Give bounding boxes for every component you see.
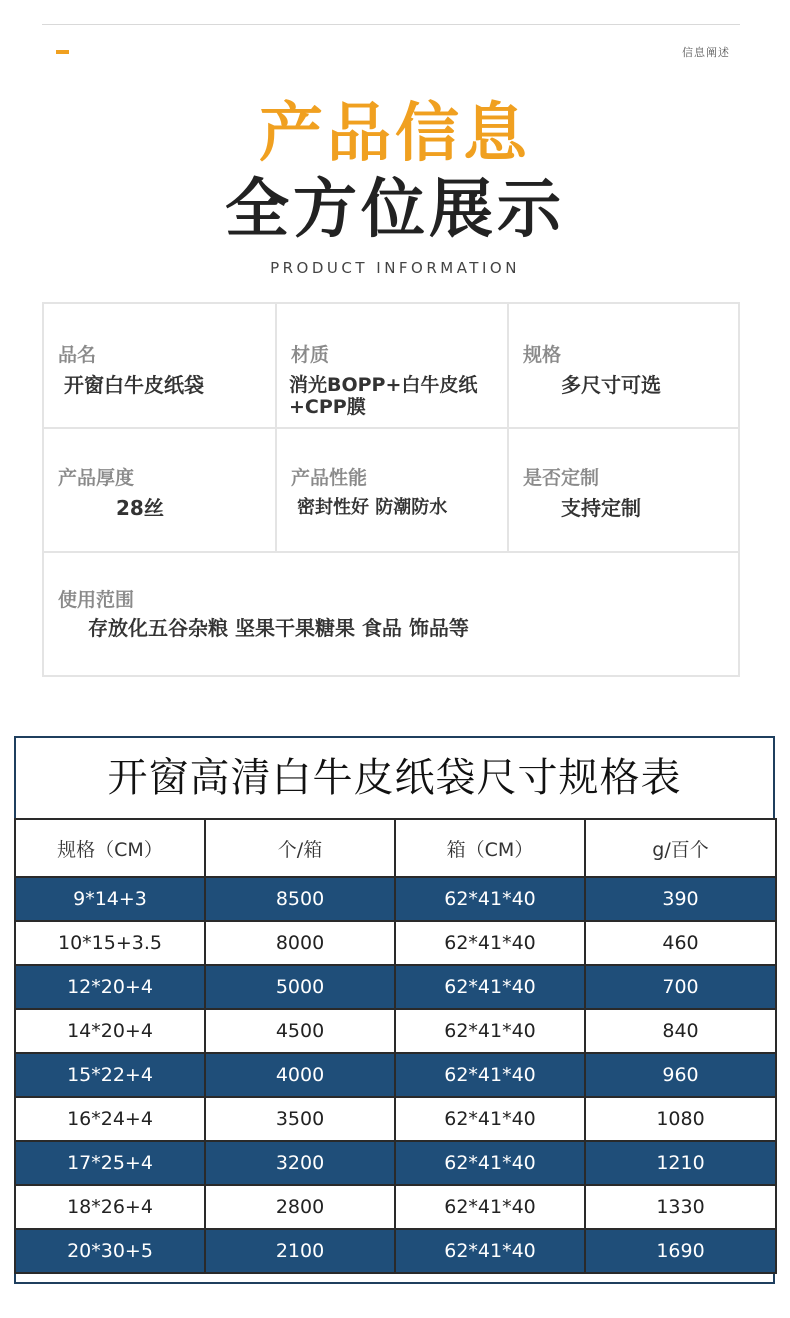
info-label: 产品性能 <box>291 467 368 489</box>
table-cell: 460 <box>585 921 776 965</box>
table-row <box>15 921 776 965</box>
info-value: 存放化五谷杂粮 坚果干果糖果 食品 饰品等 <box>88 616 469 640</box>
info-cell-name <box>44 304 275 427</box>
table-cell: 4500 <box>205 1009 395 1053</box>
table-row <box>15 1009 776 1053</box>
table-cell: 62*41*40 <box>395 1141 585 1185</box>
section-tag: 信息阐述 <box>682 46 730 59</box>
spec-table <box>14 818 777 1274</box>
info-value: 多尺寸可选 <box>561 373 661 397</box>
info-cell-material <box>277 304 507 427</box>
column-header: 箱（CM） <box>395 819 585 877</box>
table-cell: 700 <box>585 965 776 1009</box>
table-cell: 62*41*40 <box>395 877 585 921</box>
info-value: 密封性好 防潮防水 <box>297 497 448 518</box>
info-cell-performance <box>277 429 507 551</box>
table-cell: 3500 <box>205 1097 395 1141</box>
info-value: 28丝 <box>116 496 164 520</box>
table-cell: 1690 <box>585 1229 776 1273</box>
column-header: 个/箱 <box>205 819 395 877</box>
table-header-row <box>15 819 776 877</box>
info-cell-custom <box>509 429 738 551</box>
table-row <box>15 965 776 1009</box>
column-header: 规格（CM） <box>15 819 205 877</box>
info-value: +CPP膜 <box>289 396 366 418</box>
info-cell-spec <box>509 304 738 427</box>
table-cell: 840 <box>585 1009 776 1053</box>
table-cell: 4000 <box>205 1053 395 1097</box>
spec-table-panel <box>14 736 775 1284</box>
table-cell: 62*41*40 <box>395 1229 585 1273</box>
info-label: 品名 <box>58 344 97 366</box>
table-cell: 62*41*40 <box>395 921 585 965</box>
table-cell: 62*41*40 <box>395 1097 585 1141</box>
table-cell: 390 <box>585 877 776 921</box>
table-cell: 16*24+4 <box>15 1097 205 1141</box>
table-cell: 62*41*40 <box>395 1009 585 1053</box>
table-cell: 14*20+4 <box>15 1009 205 1053</box>
accent-dash <box>56 50 69 54</box>
table-cell: 5000 <box>205 965 395 1009</box>
table-cell: 2100 <box>205 1229 395 1273</box>
table-row <box>15 1229 776 1273</box>
info-label: 使用范围 <box>58 589 135 611</box>
info-cell-thickness <box>44 429 275 551</box>
info-value: 支持定制 <box>561 496 641 520</box>
table-row <box>15 1097 776 1141</box>
table-row <box>15 877 776 921</box>
table-cell: 960 <box>585 1053 776 1097</box>
info-label: 规格 <box>523 344 562 366</box>
table-cell: 20*30+5 <box>15 1229 205 1273</box>
table-cell: 1330 <box>585 1185 776 1229</box>
top-divider <box>42 24 740 25</box>
table-cell: 18*26+4 <box>15 1185 205 1229</box>
table-cell: 62*41*40 <box>395 1053 585 1097</box>
table-cell: 9*14+3 <box>15 877 205 921</box>
table-cell: 8500 <box>205 877 395 921</box>
page-title-line1: 产品信息 <box>259 97 531 171</box>
table-cell: 1080 <box>585 1097 776 1141</box>
column-header: g/百个 <box>585 819 776 877</box>
table-cell: 2800 <box>205 1185 395 1229</box>
table-cell: 12*20+4 <box>15 965 205 1009</box>
table-cell: 3200 <box>205 1141 395 1185</box>
table-cell: 8000 <box>205 921 395 965</box>
spec-table-title: 开窗高清白牛皮纸袋尺寸规格表 <box>107 755 682 801</box>
product-info-grid <box>42 302 740 677</box>
table-cell: 15*22+4 <box>15 1053 205 1097</box>
info-label: 是否定制 <box>523 467 600 489</box>
table-cell: 1210 <box>585 1141 776 1185</box>
table-cell: 17*25+4 <box>15 1141 205 1185</box>
info-label: 材质 <box>291 344 330 366</box>
table-cell: 62*41*40 <box>395 1185 585 1229</box>
info-value: 消光BOPP+白牛皮纸 <box>289 374 478 396</box>
table-row <box>15 1185 776 1229</box>
table-cell: 10*15+3.5 <box>15 921 205 965</box>
info-label: 产品厚度 <box>58 467 135 489</box>
info-value: 开窗白牛皮纸袋 <box>64 373 204 397</box>
table-row <box>15 1141 776 1185</box>
info-cell-usage <box>44 553 738 675</box>
table-cell: 62*41*40 <box>395 965 585 1009</box>
page-title-line2: 全方位展示 <box>225 173 565 247</box>
table-row <box>15 1053 776 1097</box>
page-subtitle: PRODUCT INFORMATION <box>270 259 520 277</box>
